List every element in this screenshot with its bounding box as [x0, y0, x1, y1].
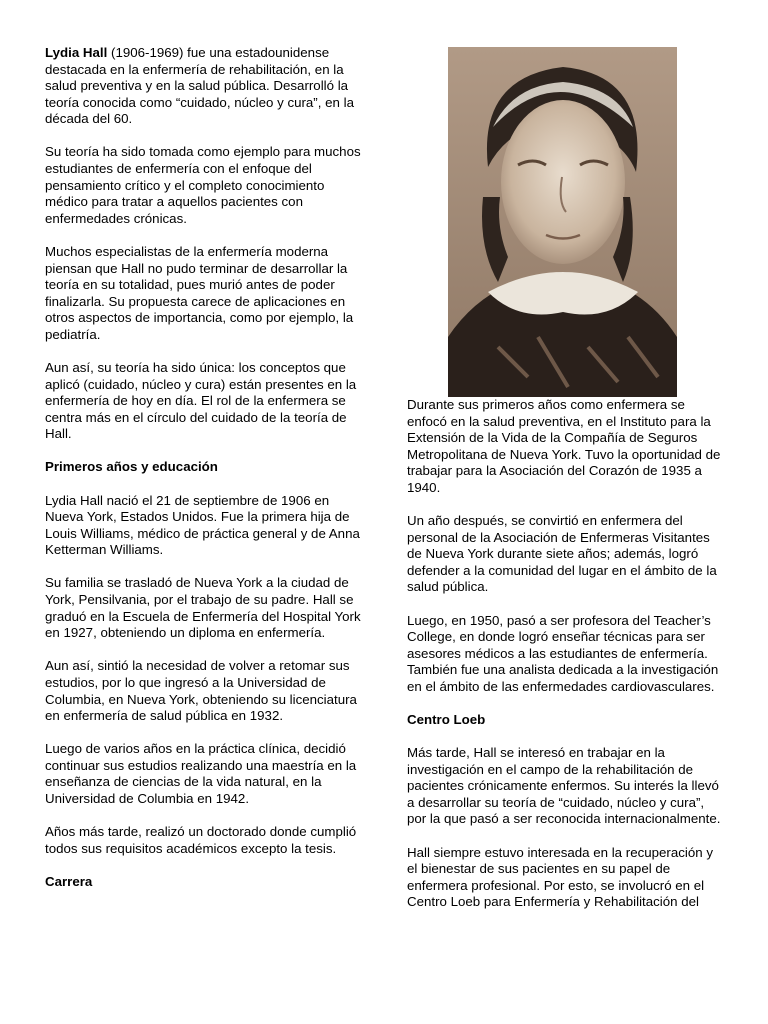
- paragraph: Su familia se trasladó de Nueva York a la ciudad de York, Pensilvania, por el trabajo de su padre. Hall se graduó en la Escuela de Enfermería del Hospital York en 1927, obteniendo un diploma en enfermería.: [45, 575, 361, 641]
- paragraph: Un año después, se convirtió en enfermera del personal de la Asociación de Enfermeras Visitantes de Nueva York durante siete años; además, logró defender a la comunidad del lugar en el ámbito de la salud pública.: [407, 513, 717, 595]
- section-heading-centro-loeb: Centro Loeb: [407, 712, 486, 727]
- portrait-photo: [448, 47, 677, 397]
- paragraph: Aun así, su teoría ha sido única: los conceptos que aplicó (cuidado, núcleo y cura) están presentes en la enfermería de hoy en día. El rol de la enfermera se centra más en el círculo del cuidado de la teoría de Hall.: [45, 360, 357, 442]
- paragraph: Muchos especialistas de la enfermería moderna piensan que Hall no pudo terminar de desarrollar la teoría en su totalidad, pues murió antes de poder finalizarla. Su propuesta carece de aplicaciones en otros aspectos de importancia, como por ejemplo, la pediatría.: [45, 243, 354, 342]
- intro-paragraph: [45, 45, 365, 128]
- paragraph: Su teoría ha sido tomada como ejemplo para muchos estudiantes de enfermería con el enfoque del pensamiento crítico y el completo conocimiento médico para tratar a aquellos pacientes con enfermedades crónicas.: [45, 144, 361, 226]
- paragraph: Luego de varios años en la práctica clínica, decidió continuar sus estudios realizando una maestría en la enseñanza de ciencias de la vida natural, en la Universidad de Columbia en 1942.: [45, 741, 357, 806]
- section-heading-carrera: Carrera: [45, 873, 93, 889]
- intro-text: (1906-1969) fue una estadounidense destacada en la enfermería de rehabilitación, en la salud preventiva y en la salud pública. Desarrolló la teoría conocida como “cuidado, núcleo y cura”, en la década del 60.: [45, 45, 354, 127]
- right-column: [407, 397, 725, 927]
- paragraph: Luego, en 1950, pasó a ser profesora del Teacher’s College, en donde logró enseñar técnicas para ser asesores médicos a las estudiantes de enfermería. También fue una analista dedicada a la investigación en el ámbito de las enfermedades cardiovasculares.: [407, 612, 719, 694]
- left-column: [45, 45, 365, 907]
- paragraph: Lydia Hall nació el 21 de septiembre de 1906 en Nueva York, Estados Unidos. Fue la primera hija de Louis Williams, médico de práctica general y de Anna Ketterman Williams.: [45, 492, 360, 558]
- paragraph: Durante sus primeros años como enfermera se enfocó en la salud preventiva, en el Instituto para la Extensión de la Vida de la Compañía de Seguros Metropolitana de Nueva York. Tuvo la oportunidad de trabajar para la Asociación del Corazón de 1935 a 1940.: [407, 397, 721, 495]
- paragraph: Hall siempre estuvo interesada en la recuperación y el bienestar de sus pacientes en su papel de enfermera profesional. Por esto, se involucró en el Centro Loeb para Enfermería y Rehabilitación del: [407, 844, 713, 910]
- paragraph: Años más tarde, realizó un doctorado donde cumplió todos sus requisitos académicos excepto la tesis.: [45, 824, 357, 856]
- paragraph: Aun así, sintió la necesidad de volver a retomar sus estudios, por lo que ingresó a la Universidad de Columbia, en Nueva York, obteniendo su licenciatura en enfermería de salud pública en 1932.: [45, 658, 357, 724]
- subject-name: Lydia Hall: [45, 45, 108, 60]
- section-heading-primeros: Primeros años y educación: [45, 459, 218, 475]
- paragraph: Más tarde, Hall se interesó en trabajar en la investigación en el campo de la rehabilitación de pacientes crónicamente enfermos. Su interés la llevó a desarrollar su teoría de “cuidado, núcleo y cura”, por la que pasó a ser reconocida internacionalmente.: [407, 745, 721, 827]
